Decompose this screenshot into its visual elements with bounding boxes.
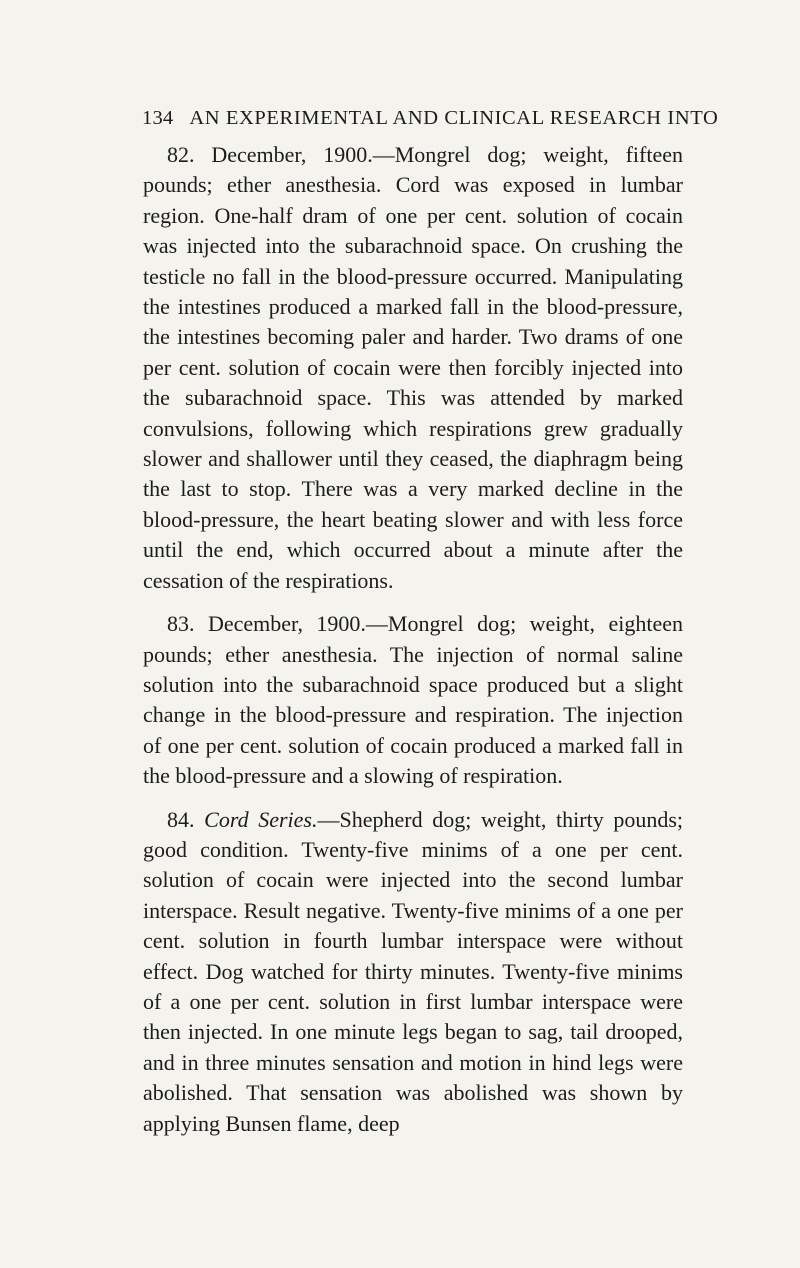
paragraph-text: 83. December, 1900.—Mongrel dog; weight, eighteen pounds; ether anesthesia. The injection of normal saline solution into the subarachnoid space produced but a slight change in the blood-pressure and respiration. The injection of one per cent. solution of cocain produced a marked fall in the blood-pressure and a slowing of respiration. [143,611,683,789]
paragraph-case-82 [143,140,683,596]
running-title: AN EXPERIMENTAL AND CLINICAL RESEARCH INTO [189,107,719,129]
running-header [142,106,719,130]
paragraph-lead: 84. [167,806,205,832]
paragraph-case-83 [143,609,683,791]
paragraph-case-84 [143,805,683,1139]
paragraph-text: —Shepherd dog; weight, thirty pounds; good condition. Twenty-five minims of a one per cent. solution of cocain were injected into the second lumbar interspace. Result negative. Twenty-five minims of a one per cent. solution in fourth lumbar interspace were without effect. Dog watched for thirty minutes. Twenty-five minims of a one per cent. solution in first lumbar interspace were then injected. In one minute legs began to sag, tail drooped, and in three minutes sensation and motion in hind legs were abolished. That sensation was abolished was shown by applying Bunsen flame, deep [143,806,684,1136]
paragraph-text: 82. December, 1900.—Mongrel dog; weight, fifteen pounds; ether anesthesia. Cord was exposed in lumbar region. One-half dram of one per cent. solution of cocain was injected into the subarachnoid space. On crushing the testicle no fall in the blood-pressure occurred. Manipulating the intestines produced a marked fall in the blood-pressure, the intestines becoming paler and harder. Two drams of one per cent. solution of cocain were then forcibly injected into the subarachnoid space. This was attended by marked convulsions, following which respirations grew gradually slower and shallower until they ceased, the diaphragm being the last to stop. There was a very marked decline in the blood-pressure, the heart beating slower and with less force until the end, which occurred about a minute after the cessation of the respirations. [143,142,683,593]
page-number: 134 [142,107,174,129]
body-text [143,140,683,1139]
section-title-italic: Cord Series. [204,806,318,832]
